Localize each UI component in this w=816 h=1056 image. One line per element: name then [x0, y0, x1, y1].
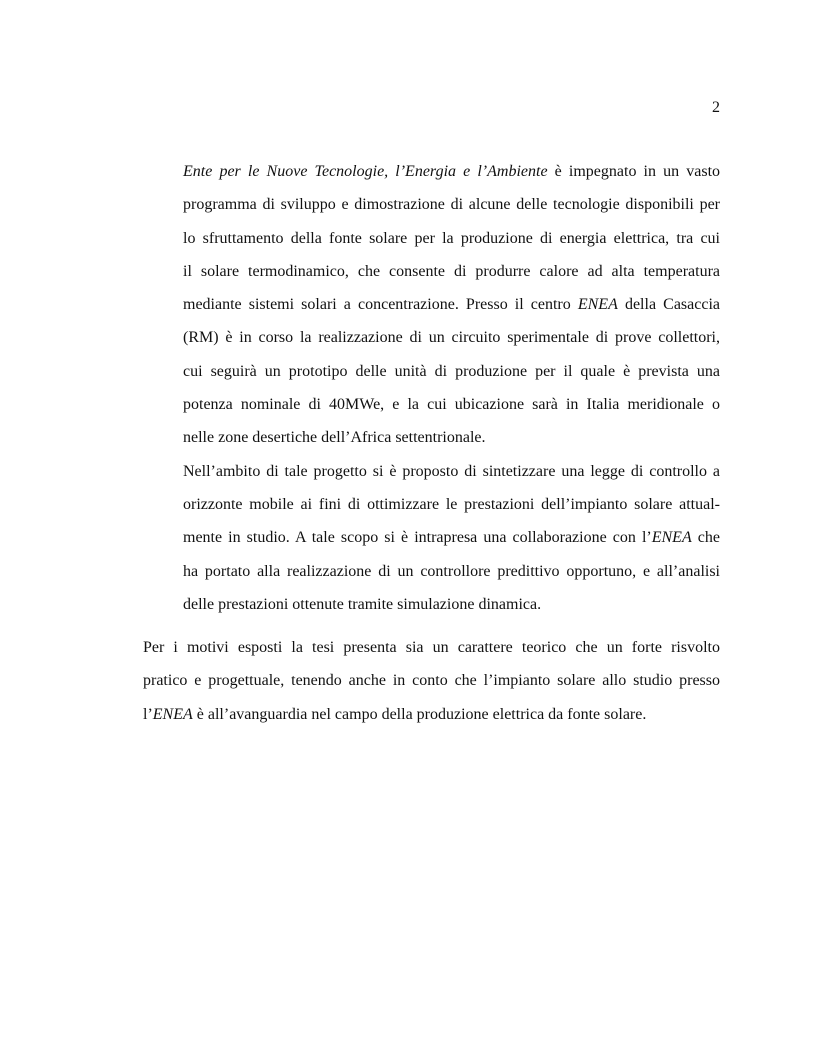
body-line-1: Per i motivi esposti la tesi presenta sia un carattere teorico che un forte risvolto: [143, 639, 720, 656]
block-line-9: nelle zone desertiche dell’Africa settentrionale.: [183, 429, 486, 447]
block-line-5: [183, 293, 720, 326]
block-line-14: delle prestazioni ottenute tramite simulazione dinamica.: [183, 595, 542, 613]
block-line-12: [183, 526, 720, 559]
body-line-3-pre: l’: [143, 705, 153, 723]
indented-block: [183, 160, 720, 626]
block-line-10: Nell’ambito di tale progetto si è proposto di sintetizzare una legge di controllo a: [183, 462, 720, 480]
enea-name: ENEA: [152, 705, 193, 723]
block-line-5-pre: mediante sistemi solari a concentrazione. Presso il centro: [183, 296, 578, 314]
body-paragraph: [143, 636, 720, 736]
enea-name: ENEA: [651, 529, 692, 547]
block-line-3: lo sfruttamento della fonte solare per la produzione di energia elettrica, tra cui: [183, 229, 720, 247]
block-line-13: ha portato alla realizzazione di un controllore predittivo opportuno, e all’analisi: [183, 562, 720, 580]
block-line-12-pre: mente in studio. A tale scopo si è intrapresa una collaborazione con l’: [183, 529, 652, 547]
block-line-7: cui seguirà un prototipo delle unità di produzione per il quale è prevista una: [183, 362, 720, 380]
block-line-6: (RM) è in corso la realizzazione di un circuito sperimentale di prove collettori,: [183, 329, 720, 347]
body-line-2: pratico e progettuale, tenendo anche in conto che l’impianto solare allo studio presso: [143, 672, 720, 690]
block-line-4: il solare termodinamico, che consente di produrre calore ad alta temperatura: [183, 262, 720, 280]
body-line-3: [143, 703, 720, 736]
enea-name: ENEA: [577, 296, 618, 314]
block-line-11: orizzonte mobile ai fini di ottimizzare le prestazioni dell’impianto solare attual-: [183, 495, 720, 513]
block-line-12-post: che: [691, 529, 720, 547]
block-line-1-text: è impegnato in un vasto: [547, 163, 721, 180]
block-line-1: [183, 160, 720, 193]
page-number: 2: [712, 99, 720, 116]
block-line-8: potenza nominale di 40MWe, e la cui ubicazione sarà in Italia meridionale o: [183, 396, 720, 414]
block-line-5-post: della Casaccia: [617, 296, 720, 314]
body-line-3-post: è all’avanguardia nel campo della produzione elettrica da fonte solare.: [192, 705, 647, 723]
block-line-2: programma di sviluppo e dimostrazione di alcune delle tecnologie disponibili per: [183, 196, 720, 214]
organization-name: Ente per le Nuove Tecnologie, l’Energia e l’Ambiente: [183, 163, 548, 180]
